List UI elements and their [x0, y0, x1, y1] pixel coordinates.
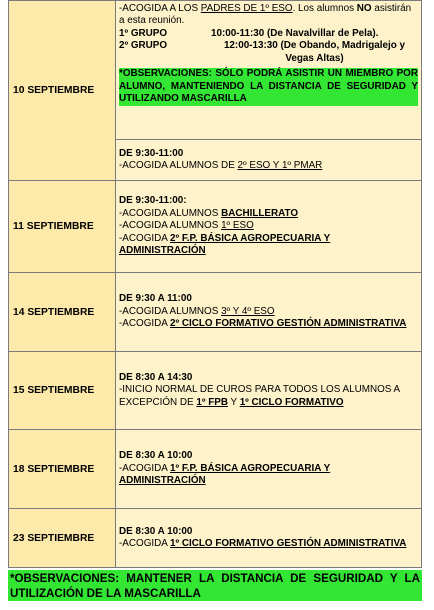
line-pre: -ACOGIDA: [119, 232, 171, 244]
line-text: -INICIO NORMAL DE CUROS PARA TODOS LOS ALUMNOS A EXCEPCIÓN DE: [119, 384, 400, 408]
date-label: 23 SEPTIEMBRE: [13, 532, 95, 544]
description-cell: [116, 140, 422, 181]
intro-parents: PADRES DE 1º ESO: [200, 3, 293, 14]
line-pre: -ACOGIDA ALUMNOS: [119, 220, 222, 232]
date-label: 14 SEPTIEMBRE: [13, 306, 95, 318]
description-cell: [116, 1, 422, 140]
line-underlined: BACHILLERATO: [221, 207, 299, 219]
observation-highlight: *OBSERVACIONES: SÓLO PODRÁ ASISTIR UN MIEMBRO POR ALUMNO, MANTENIENDO LA DISTANCIA DE SEGURIDAD Y UTILIZANDO MASCARILLA: [119, 68, 418, 105]
line-underlined: 1º CICLO FORMATIVO GESTIÓN ADMINISTRATIVA: [170, 538, 407, 549]
line-underlined: 2º F.P. BÁSICA AGROPECUARIA Y ADMINISTRACIÓN: [119, 232, 331, 257]
table-row: [9, 509, 422, 568]
line-underlined: 3º Y 4º ESO: [221, 305, 275, 317]
description-cell: [116, 509, 422, 568]
table-row: [9, 1, 422, 140]
footer-observation: *OBSERVACIONES: MANTENER LA DISTANCIA DE SEGURIDAD Y LA UTILIZACIÓN DE LA MASCARILLA: [10, 572, 420, 601]
line-pre: -ACOGIDA: [119, 462, 171, 474]
line-pre: -ACOGIDA ALUMNOS: [119, 305, 222, 317]
date-cell: [9, 181, 116, 273]
date-cell: [9, 430, 116, 509]
time-label: DE 9:30-11:00: [119, 147, 184, 159]
line-underlined: 2º ESO Y 1º PMAR: [237, 160, 323, 171]
table-row: [9, 430, 422, 509]
group-2-label: 2º GRUPO: [119, 40, 168, 52]
intro-pre: -ACOGIDA A LOS: [119, 3, 201, 14]
intro-no: NO: [356, 3, 372, 14]
date-label: 11 SEPTIEMBRE: [13, 221, 94, 232]
description-cell: [116, 273, 422, 352]
line-pre: -ACOGIDA ALUMNOS: [119, 207, 222, 219]
intro-post1: . Los alumnos: [292, 3, 357, 14]
table-row: [9, 273, 422, 352]
time-label: DE 8:30 A 10:00: [119, 450, 193, 462]
date-cell: [9, 273, 116, 352]
description-cell: [116, 352, 422, 430]
line-pre: -ACOGIDA: [119, 318, 171, 330]
group-2: [116, 40, 421, 65]
date-label: 15 SEPTIEMBRE: [13, 385, 95, 396]
intro-text: [116, 1, 421, 28]
line-underlined: 1º FPB: [196, 396, 228, 408]
description-cell: [116, 181, 422, 273]
time-label: DE 9:30-11:00:: [119, 195, 187, 207]
table-row: [9, 181, 422, 273]
line-pre: -ACOGIDA ALUMNOS DE: [119, 160, 238, 171]
line-pre: -ACOGIDA: [119, 538, 171, 549]
time-label: DE 8:30 A 14:30: [119, 371, 193, 383]
table-row: [9, 352, 422, 430]
time-label: DE 8:30 A 10:00: [119, 525, 193, 537]
line-underlined: 1º CICLO FORMATIVO: [239, 396, 344, 408]
group-1-time: 10:00-11:30 (De Navalvillar de Pela).: [211, 27, 379, 39]
schedule-table: [8, 0, 422, 568]
line-underlined: 2º CICLO FORMATIVO GESTIÓN ADMINISTRATIVA: [170, 318, 407, 330]
date-label: 18 SEPTIEMBRE: [13, 463, 95, 475]
line-underlined: 1º F.P. BÁSICA AGROPECUARIA Y ADMINISTRACIÓN: [119, 462, 331, 487]
intro-post2: asistirán a esta reunión.: [119, 3, 412, 27]
description-cell: [116, 430, 422, 509]
group-1-label: 1º GRUPO: [119, 27, 168, 39]
time-label: DE 9:30 A 11:00: [119, 293, 192, 305]
date-cell: [9, 1, 116, 181]
date-cell: [9, 509, 116, 568]
group-1: [116, 28, 421, 40]
date-label: 10 SEPTIEMBRE: [13, 85, 95, 96]
line-underlined: 1º ESO: [221, 220, 254, 232]
group-2-time: 12:00-13:30 (De Obando, Madrigalejo y Vegas Altas): [223, 40, 406, 64]
line-mid: Y: [227, 396, 240, 408]
date-cell: [9, 352, 116, 430]
